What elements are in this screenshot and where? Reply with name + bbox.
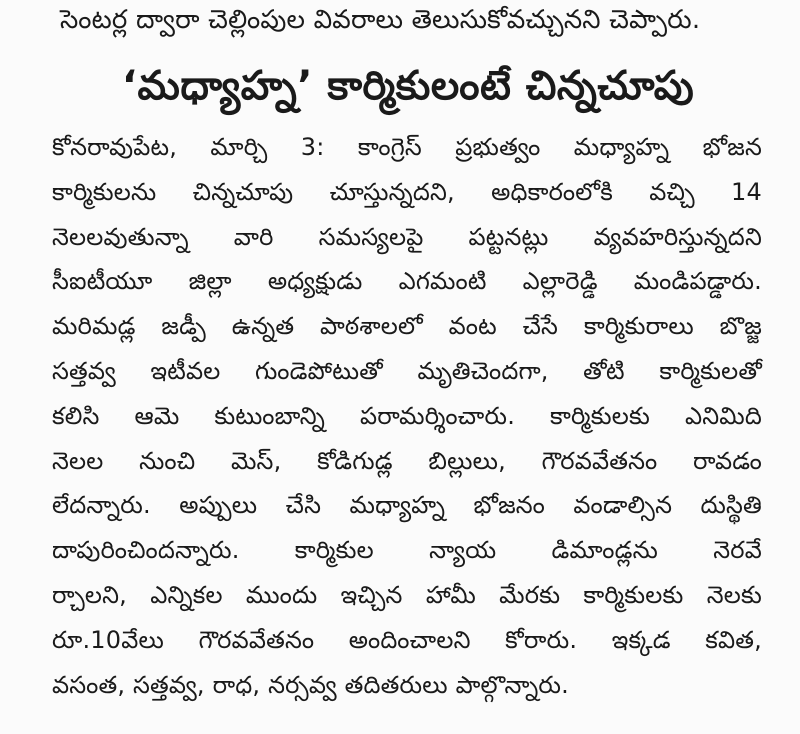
article-line: దాపురించిందన్నారు. కార్మికుల న్యాయ డిమాండ్లను నెరవే bbox=[52, 536, 762, 565]
article-line: ర్చాలని, ఎన్నికల ముందు ఇచ్చిన హామీ మేరకు కార్మికులకు నెలకు bbox=[52, 580, 762, 609]
article-line: కోనరావుపేట, మార్చి 3: కాంగ్రెస్ ప్రభుత్వం మధ్యాహ్న భోజన bbox=[52, 133, 762, 161]
article-line: లేదన్నారు. అప్పులు చేసి మధ్యాహ్న భోజనం వండాల్సిన దుస్థితి bbox=[52, 491, 762, 520]
article-line: మరిమడ్ల జడ్పీ ఉన్నత పాఠశాలలో వంట చేసే కార్మికురాలు బొజ్జ bbox=[52, 312, 762, 341]
previous-article-last-line: సెంటర్ల ద్వారా చెల్లింపుల వివరాలు తెలుసుకోవచ్చునని చెప్పారు. bbox=[60, 5, 701, 35]
next-headline-cropped bbox=[52, 702, 762, 734]
article-line: కార్మికులను చిన్నచూపు చూస్తున్నదని, అధికారంలోకి వచ్చి 14 bbox=[52, 177, 762, 206]
article-line: రూ.10వేలు గౌరవవేతనం అందించాలని కోరారు. ఇక్కడ కవిత, bbox=[52, 625, 762, 654]
article-line: వసంత, సత్తవ్వ, రాధ, నర్సవ్వ తదితరులు పాల్గొన్నారు. bbox=[52, 670, 569, 699]
article-line: సత్తవ్వ ఇటీవల గుండెపోటుతో మృతిచెందగా, తోటి కార్మికులతో bbox=[52, 356, 762, 385]
article-headline: ‘మధ్యాహ్న’ కార్మికులంటే చిన్నచూపు bbox=[121, 63, 695, 109]
article-line: సీఐటీయూ జిల్లా అధ్యక్షుడు ఎగమంటి ఎల్లారెడ్డి మండిపడ్డారు. bbox=[52, 267, 762, 296]
article-line: నెలల నుంచి మెస్, కోడిగుడ్ల బిల్లులు, గౌరవవేతనం రావడం bbox=[52, 446, 762, 475]
article-line: కలిసి ఆమె కుటుంబాన్ని పరామర్శించారు. కార్మికులకు ఎనిమిది bbox=[52, 401, 762, 430]
article-line: నెలలవుతున్నా వారి సమస్యలపై పట్టనట్లు వ్యవహరిస్తున్నదని bbox=[52, 222, 762, 251]
article-body bbox=[52, 125, 762, 707]
